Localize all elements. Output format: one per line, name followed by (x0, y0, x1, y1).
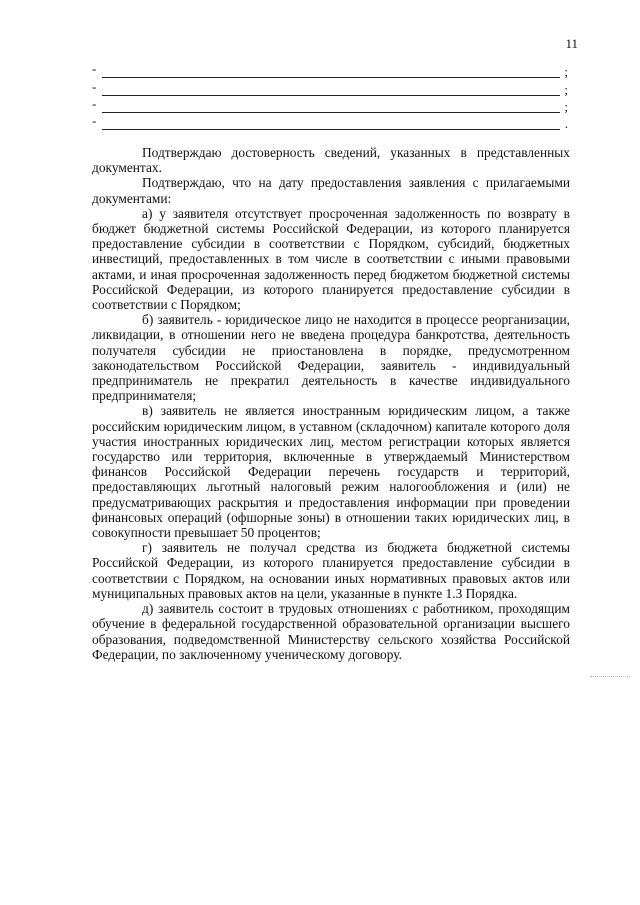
blank-field-line[interactable] (92, 79, 580, 98)
blank-field-terminator: ; (564, 64, 568, 79)
blank-field-dash: - (92, 113, 97, 128)
blank-field-underline (102, 129, 560, 130)
paragraph-item-a: а) у заявителя отсутствует просроченная задолженность по возврату в бюджет бюджетной системы Российской Федерации, из которого планируется предоставление субсидии в соответствии с Порядком, субсидий, бюджетных инвестиций, предоставленных в том числе в соответствии с иными правовыми актами, и иная просроченная задолженность перед бюджетом бюджетной системы Российской Федерации, из которого планируется предоставление субсидии в соответствии с Порядком; (92, 205, 570, 313)
paragraph-item-v: в) заявитель не является иностранным юридическим лицом, а также российским юридическим лицом, в уставном (складочном) капитале которого доля участия иностранных юридических лиц, местом регистрации которых является государство или территория, включенные в утверждаемый Министерством финансов Российской Федерации перечень государств и территорий, предоставляющих льготный налоговый режим налогообложения и (или) не предусматривающих раскрытия и предоставления информации при проведении финансовых операций (офшорные зоны) в отношении таких юридических лиц, в совокупности превышает 50 процентов; (92, 403, 570, 541)
blank-field-dash: - (92, 96, 97, 111)
paragraph-accuracy-confirmation: Подтверждаю достоверность сведений, указанных в представленных документах. (92, 145, 570, 176)
blank-field-line[interactable] (92, 113, 580, 132)
paragraph-date-confirmation: Подтверждаю, что на дату предоставления заявления с прилагаемыми документами: (92, 175, 570, 206)
blank-field-terminator: ; (564, 99, 568, 114)
blank-field-line[interactable] (92, 61, 580, 80)
blank-field-dash: - (92, 61, 97, 76)
confirmation-body (92, 145, 570, 662)
blank-field-underline (102, 112, 560, 113)
blank-field-terminator: ; (564, 82, 568, 97)
scan-artifact (590, 676, 630, 677)
blank-field-underline (102, 77, 560, 78)
blank-field-dash: - (92, 79, 97, 94)
paragraph-item-d: д) заявитель состоит в трудовых отношениях с работником, проходящим обучение в федеральной государственной образовательной организации высшего образования, подведомственной Министерству сельского хозяйства Российской Федерации, по заключенному ученическому договору. (92, 601, 570, 662)
blank-field-line[interactable] (92, 96, 580, 115)
paragraph-item-b: б) заявитель - юридическое лицо не находится в процессе реорганизации, ликвидации, в отношении него не введена процедура банкротства, деятельность получателя субсидии не приостановлена в порядке, предусмотренном законодательством Российской Федерации, заявитель - индивидуальный предприниматель не прекратил деятельность в качестве индивидуального предпринимателя; (92, 312, 570, 404)
page-number: 11 (565, 36, 578, 51)
blank-field-terminator: . (564, 116, 568, 131)
blank-field-underline (102, 95, 560, 96)
paragraph-item-g: г) заявитель не получал средства из бюджета бюджетной системы Российской Федерации, из которого планируется предоставление субсидии в соответствии с Порядком, на основании иных нормативных правовых актов или муниципальных правовых актов на цели, указанные в пункте 1.3 Порядка. (92, 540, 570, 601)
